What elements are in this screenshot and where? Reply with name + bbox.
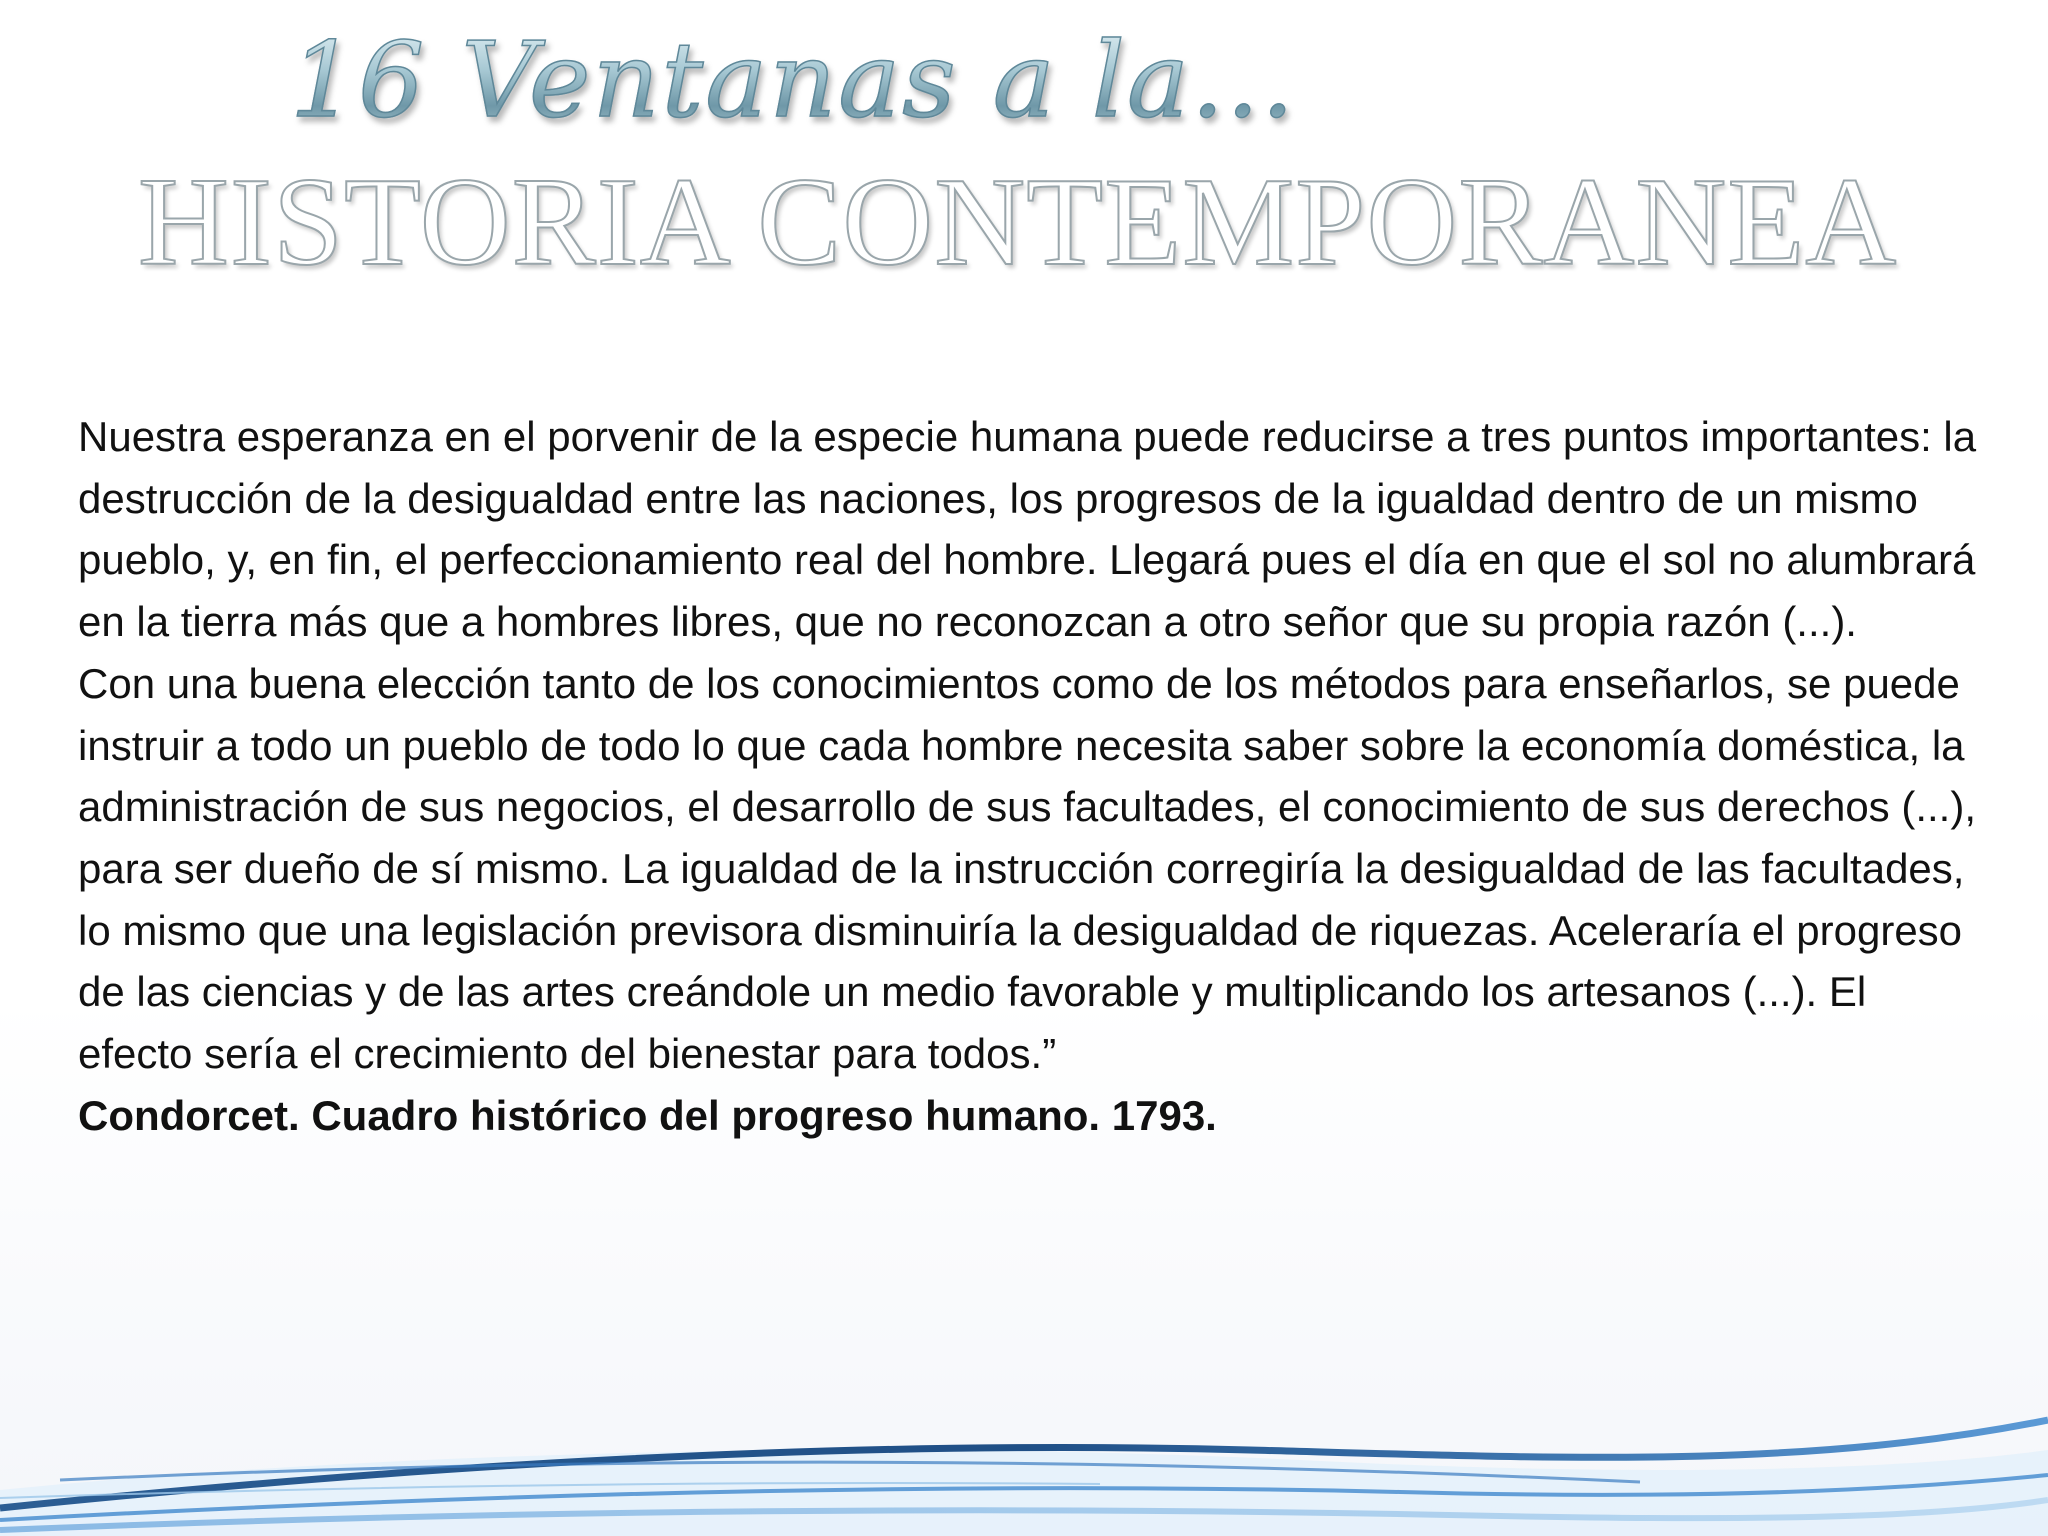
series-title: 16 Ventanas a la... (290, 19, 1297, 141)
quote-paragraph-1: Nuestra esperanza en el porvenir de la especie humana puede reducirse a tres puntos importantes: la destrucción de la desigualdad entre las naciones, los progresos de la igualdad dentro de un mismo pueblo, y, en fin, el perfeccionamiento real del hombre. Llegará pues el día en que el sol no alumbrará en la tierra más que a hombres libres, que no reconozcan a otro señor que su propia razón (...). (78, 413, 1977, 646)
quote-paragraph-2: Con una buena elección tanto de los conocimientos como de los métodos para enseñarlos, se puede instruir a todo un pueblo de todo lo que cada hombre necesita saber sobre la economía doméstica, la administración de sus negocios, el desarrollo de sus facultades, el conocimiento de sus derechos (...), para ser dueño de sí mismo. La igualdad de la instrucción corregiría la desigualdad de las facultades, lo mismo que una legislación previsora disminuiría la desigualdad de riquezas. Aceleraría el progreso de las ciencias y de las artes creándole un medio favorable y multiplicando los artesanos (...). El efecto sería el crecimiento del bienestar para todos.” (78, 659, 1976, 1078)
decorative-waves (0, 1380, 2048, 1536)
page-title: HISTORIA CONTEMPORANEA (138, 153, 1898, 292)
quote-block (78, 406, 1978, 1146)
quote-citation: Condorcet. Cuadro histórico del progreso humano. 1793. (78, 1091, 1217, 1139)
